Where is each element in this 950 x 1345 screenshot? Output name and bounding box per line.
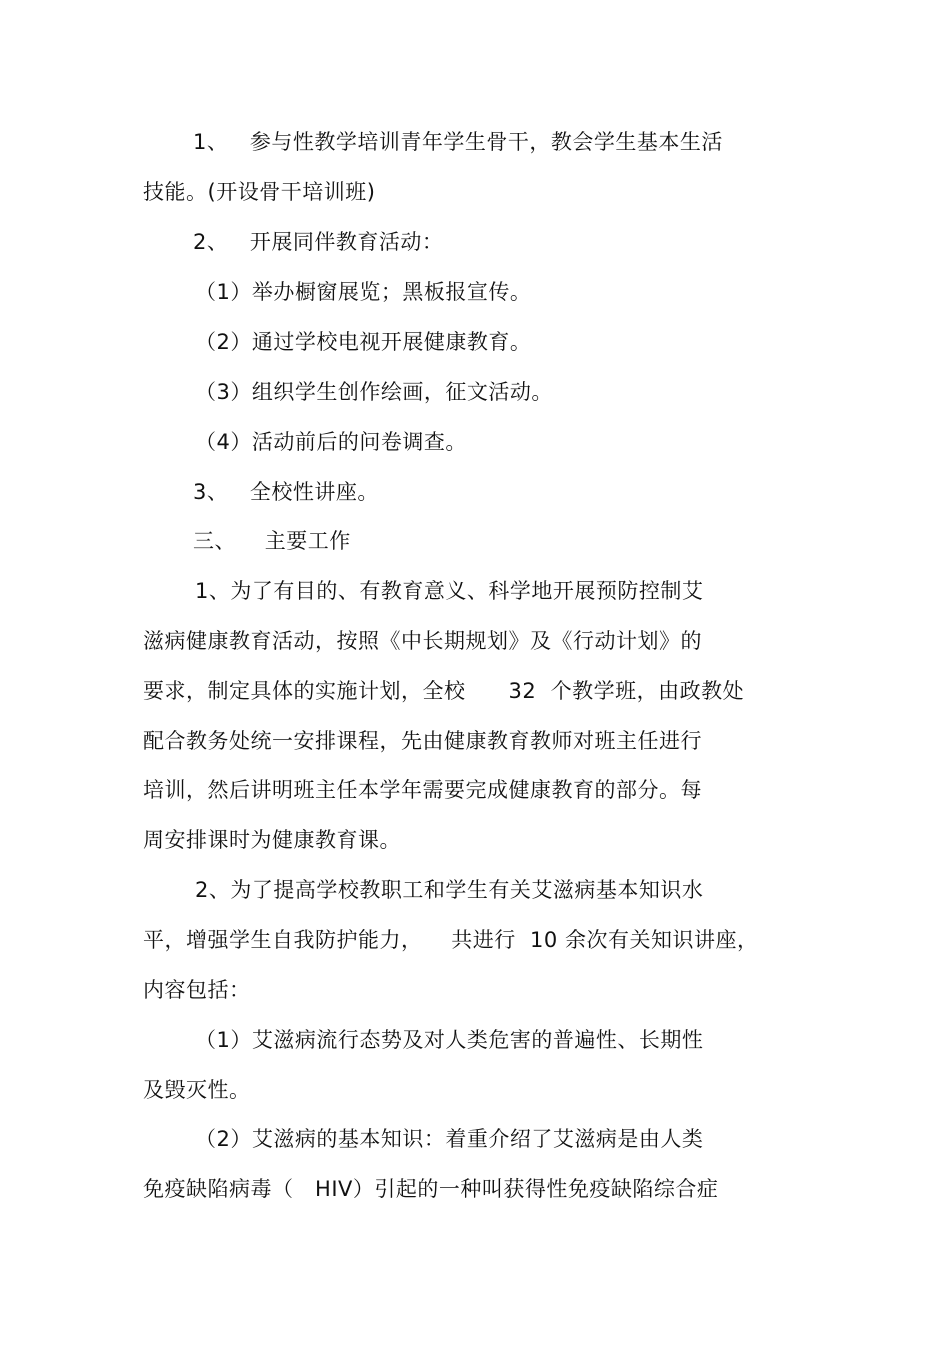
section-heading: 三、 主要工作 bbox=[193, 529, 351, 553]
text-line: 技能。(开设骨干培训班) bbox=[143, 180, 376, 204]
text-line: （3）组织学生创作绘画，征文活动。 bbox=[195, 380, 553, 404]
text-line: （1）举办橱窗展览；黑板报宣传。 bbox=[195, 280, 532, 304]
text-line: 滋病健康教育活动，按照《中长期规划》及《行动计划》的 bbox=[143, 629, 702, 653]
text-line: 内容包括： bbox=[143, 978, 251, 1002]
text-line: 培训，然后讲明班主任本学年需要完成健康教育的部分。每 bbox=[143, 778, 702, 802]
text-line: 免疫缺陷病毒（ HIV）引起的一种叫获得性免疫缺陷综合症 bbox=[143, 1177, 719, 1201]
text-line: （1）艾滋病流行态势及对人类危害的普遍性、长期性 bbox=[195, 1028, 704, 1052]
text-line: （4）活动前后的问卷调查。 bbox=[195, 430, 467, 454]
text-line: （2）通过学校电视开展健康教育。 bbox=[195, 330, 532, 354]
text-line: 2、 开展同伴教育活动： bbox=[193, 230, 444, 254]
text-line: 3、 全校性讲座。 bbox=[193, 480, 379, 504]
text-line: 平，增强学生自我防护能力， 共进行 10 余次有关知识讲座， bbox=[143, 928, 759, 952]
text-line: 配合教务处统一安排课程，先由健康教育教师对班主任进行 bbox=[143, 729, 702, 753]
text-line: 2、为了提高学校教职工和学生有关艾滋病基本知识水 bbox=[195, 878, 704, 902]
text-line: 1、为了有目的、有教育意义、科学地开展预防控制艾 bbox=[195, 579, 704, 603]
text-line: 1、 参与性教学培训青年学生骨干，教会学生基本生活 bbox=[193, 130, 723, 154]
text-line: 及毁灭性。 bbox=[143, 1078, 251, 1102]
text-line: （2）艾滋病的基本知识：着重介绍了艾滋病是由人类 bbox=[195, 1127, 704, 1151]
text-line: 要求，制定具体的实施计划，全校 32 个教学班，由政教处 bbox=[143, 679, 745, 703]
text-line: 周安排课时为健康教育课。 bbox=[143, 828, 401, 852]
